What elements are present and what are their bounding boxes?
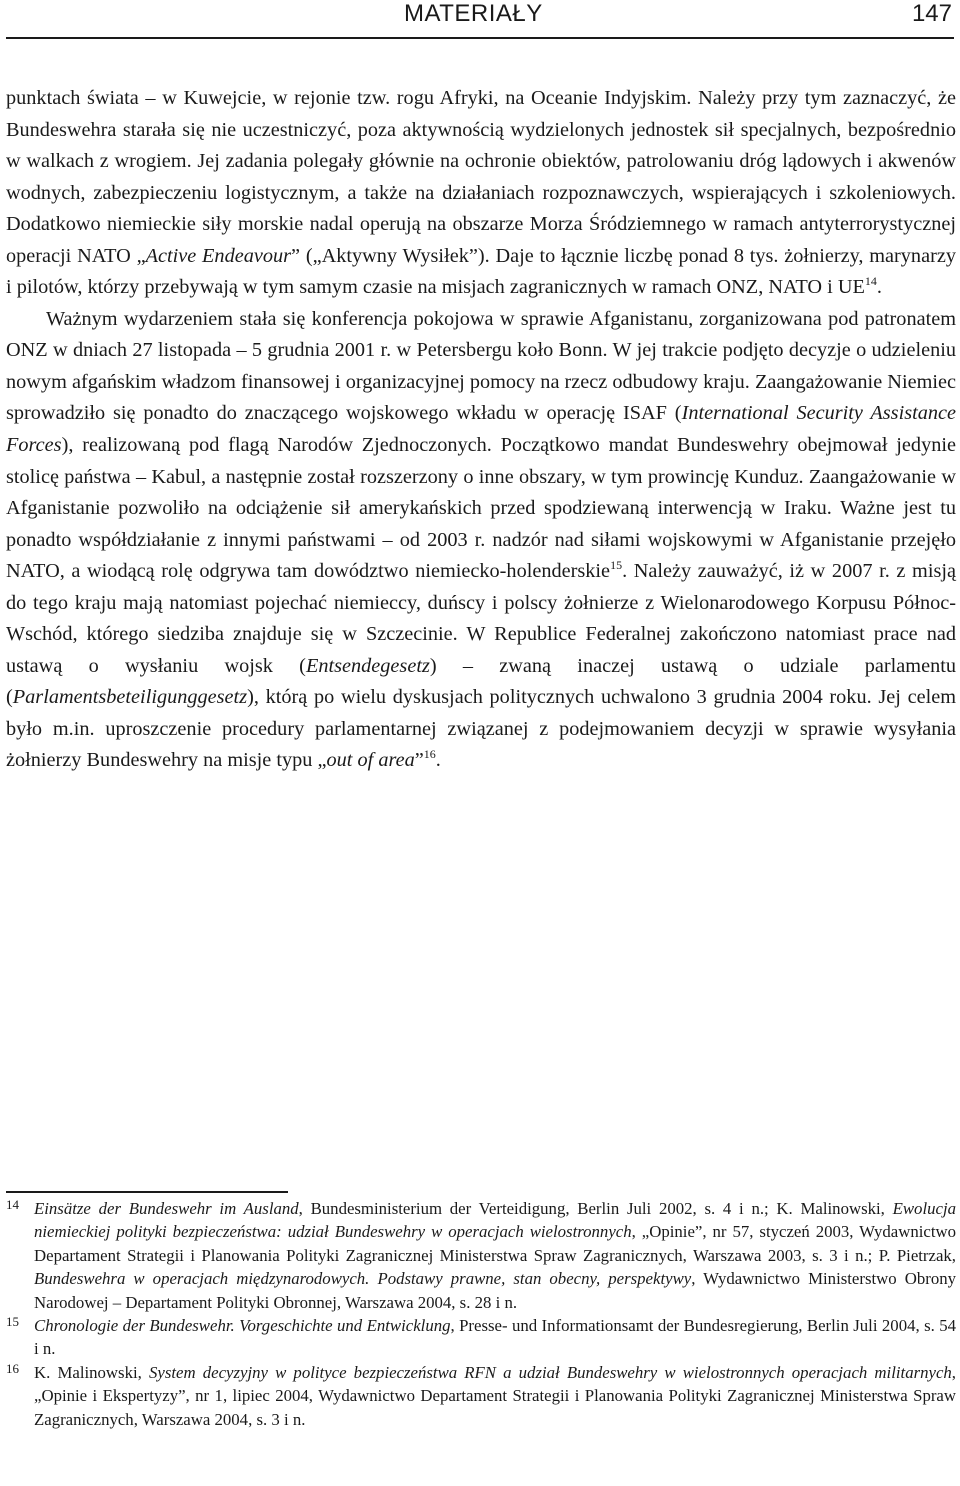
text-run: , Presse- und Informationsamt der Bundesregierung, Berlin Juli 2004, s. 54 i n. (34, 1316, 956, 1359)
italic-run: Parlamentsbeteiligunggesetz (12, 686, 248, 709)
footnote-ref-15[interactable]: 15 (610, 558, 623, 573)
text-run: , „Opinie”, nr 57, styczeń 2003, Wydawnictwo Departament Strategii i Planowania Polityki Zagranicznej Ministerstwa Spraw Zagranicznych, Warszawa 2003, s. 3 i n.; P. Pietrzak, (34, 1222, 956, 1265)
italic-run: Ewolucja niemieckiej polityki bezpieczeństwa: udział Bundeswehry w operacjach wielostronnych (34, 1199, 956, 1242)
paragraph-1 (6, 83, 956, 304)
text-run: ” („Aktywny Wysiłek”). Daje to łącznie liczbę ponad 8 tys. żołnierzy, marynarzy i pilotów, którzy przebywają w tym samym czasie na misjach zagranicznych w ramach ONZ, NATO i UE (6, 244, 956, 299)
text-run: ), realizowaną pod flagą Narodów Zjednoczonych. Początkowo mandat Bundeswehry obejmował jedynie stolicę państwa – Kabul, a następnie został rozszerzony o inne obszary, w tym prowincję Kunduz. Zaangażowanie w Afganistanie pozwoliło na odciążenie sił amerykańskich przed spodziewaną interwencją w Iraku. Ważne jest tu ponadto współdziałanie z innymi państwami – od 2003 r. nadzór nad siłami wojskowymi w Afganistanie przejęło NATO, a wiodącą rolę odgrywa tam dowództwo niemiecko-holenderskie (6, 434, 956, 583)
text-run: punktach świata – w Kuwejcie, w rejonie tzw. rogu Afryki, na Oceanie Indyjskim. Należy przy tym zaznaczyć, że Bundeswehra starała się nie uczestniczyć, poza aktywnością wydzielonych jednostek sił specjalnych, bezpośrednio w walkach z wrogiem. Jej zadania polegały głównie na ochronie obiektów, patrolowaniu dróg lądowych i akwenów wodnych, zabezpieczeniu logistycznym, a także na działaniach rozpoznawczych, wspierających i szkoleniowych. Dodatkowo niemieckie siły morskie nadal operują na obszarze Morza Śródziemnego w ramach antyterrorystycznej operacji NATO „ (6, 87, 956, 267)
italic-run: System decyzyjny w polityce bezpieczeństwa RFN a udział Bundeswehry w wielostronnych operacjach militarnych (148, 1362, 952, 1382)
italic-run: Chronologie der Bundeswehr. Vorgeschichte und Entwicklung (34, 1316, 451, 1336)
footnotes (6, 1197, 956, 1431)
text-run: Ważnym wydarzeniem stała się konferencja pokojowa w sprawie Afganistanu, zorganizowana pod patronatem ONZ w dniach 27 listopada – 5 grudnia 2001 r. w Petersbergu koło Bonn. W jej trakcie podjęto decyzje o udzieleniu nowym afgańskim władzom finansowej i organizacyjnej pomocy na rzecz odbudowy kraju. Zaangażowanie Niemiec sprowadziło się ponadto do znaczącego wojskowego wkładu w operację ISAF ( (6, 307, 956, 425)
text-run: ” (414, 749, 424, 772)
footnote-ref-14[interactable]: 14 (864, 274, 877, 289)
text-run: . (435, 749, 441, 772)
text-run: K. Malinowski, (34, 1362, 149, 1382)
footnote-separator (6, 1191, 288, 1193)
italic-run: Entsendegesetz (305, 654, 430, 677)
text-run: . Należy zauważyć, iż w 2007 r. z misją do tego kraju mają natomiast pojechać niemieccy, duńscy i polscy żołnierze z Wielonarodowego Korpusu Północ-Wschód, którego siedziba znajduje się w Szczecinie. W Republice Federalnej zakończono natomiast prace nad ustawą o wysłaniu wojsk ( (6, 560, 956, 677)
text-run: . (876, 276, 882, 299)
italic-run: Active Endeavour (145, 244, 292, 267)
body-text (6, 83, 956, 777)
footnote-14 (6, 1197, 956, 1314)
italic-run: Einsätze der Bundeswehr im Ausland (34, 1199, 299, 1218)
header-rule (6, 37, 954, 39)
italic-run: out of area (326, 749, 415, 772)
page-header (0, 0, 960, 38)
footnote-ref-16[interactable]: 16 (423, 747, 436, 762)
running-head: MATERIAŁY (404, 0, 543, 27)
footnote-number: 14 (6, 1197, 19, 1212)
paragraph-2 (6, 304, 956, 777)
text-run: , Bundesministerium der Verteidigung, Berlin Juli 2002, s. 4 i n.; K. Malinowski, (298, 1199, 893, 1218)
footnote-number: 15 (6, 1314, 19, 1330)
footnote-15 (6, 1314, 956, 1361)
footnote-number: 16 (6, 1360, 19, 1376)
page-number: 147 (911, 0, 952, 27)
italic-run: International Security Assistance Forces (6, 402, 957, 457)
footnote-16 (6, 1361, 956, 1431)
text-run: , Wydawnictwo Ministerstwo Obrony Narodowej – Departament Polityki Obronnej, Warszawa 2004, s. 28 i n. (34, 1269, 957, 1312)
text-run: , „Opinie i Ekspertyzy”, nr 1, lipiec 2004, Wydawnictwo Departament Strategii i Planowania Polityki Zagranicznej Ministerstwa Spraw Zagranicznych, Warszawa 2004, s. 3 i n. (34, 1362, 956, 1429)
text-run: ) – zwaną inaczej ustawą o udziale parlamentu ( (6, 654, 956, 709)
italic-run: Bundeswehra w operacjach międzynarodowych. Podstawy prawne, stan obecny, perspektywy (34, 1269, 692, 1289)
text-run: ), którą po wielu dyskusjach politycznych uchwalono 3 grudnia 2004 roku. Jej celem było m.in. uproszczenie procedury parlamentarnej związanej z podejmowaniem decyzji w sprawie wysyłania żołnierzy Bundeswehry na misje typu „ (6, 686, 956, 772)
